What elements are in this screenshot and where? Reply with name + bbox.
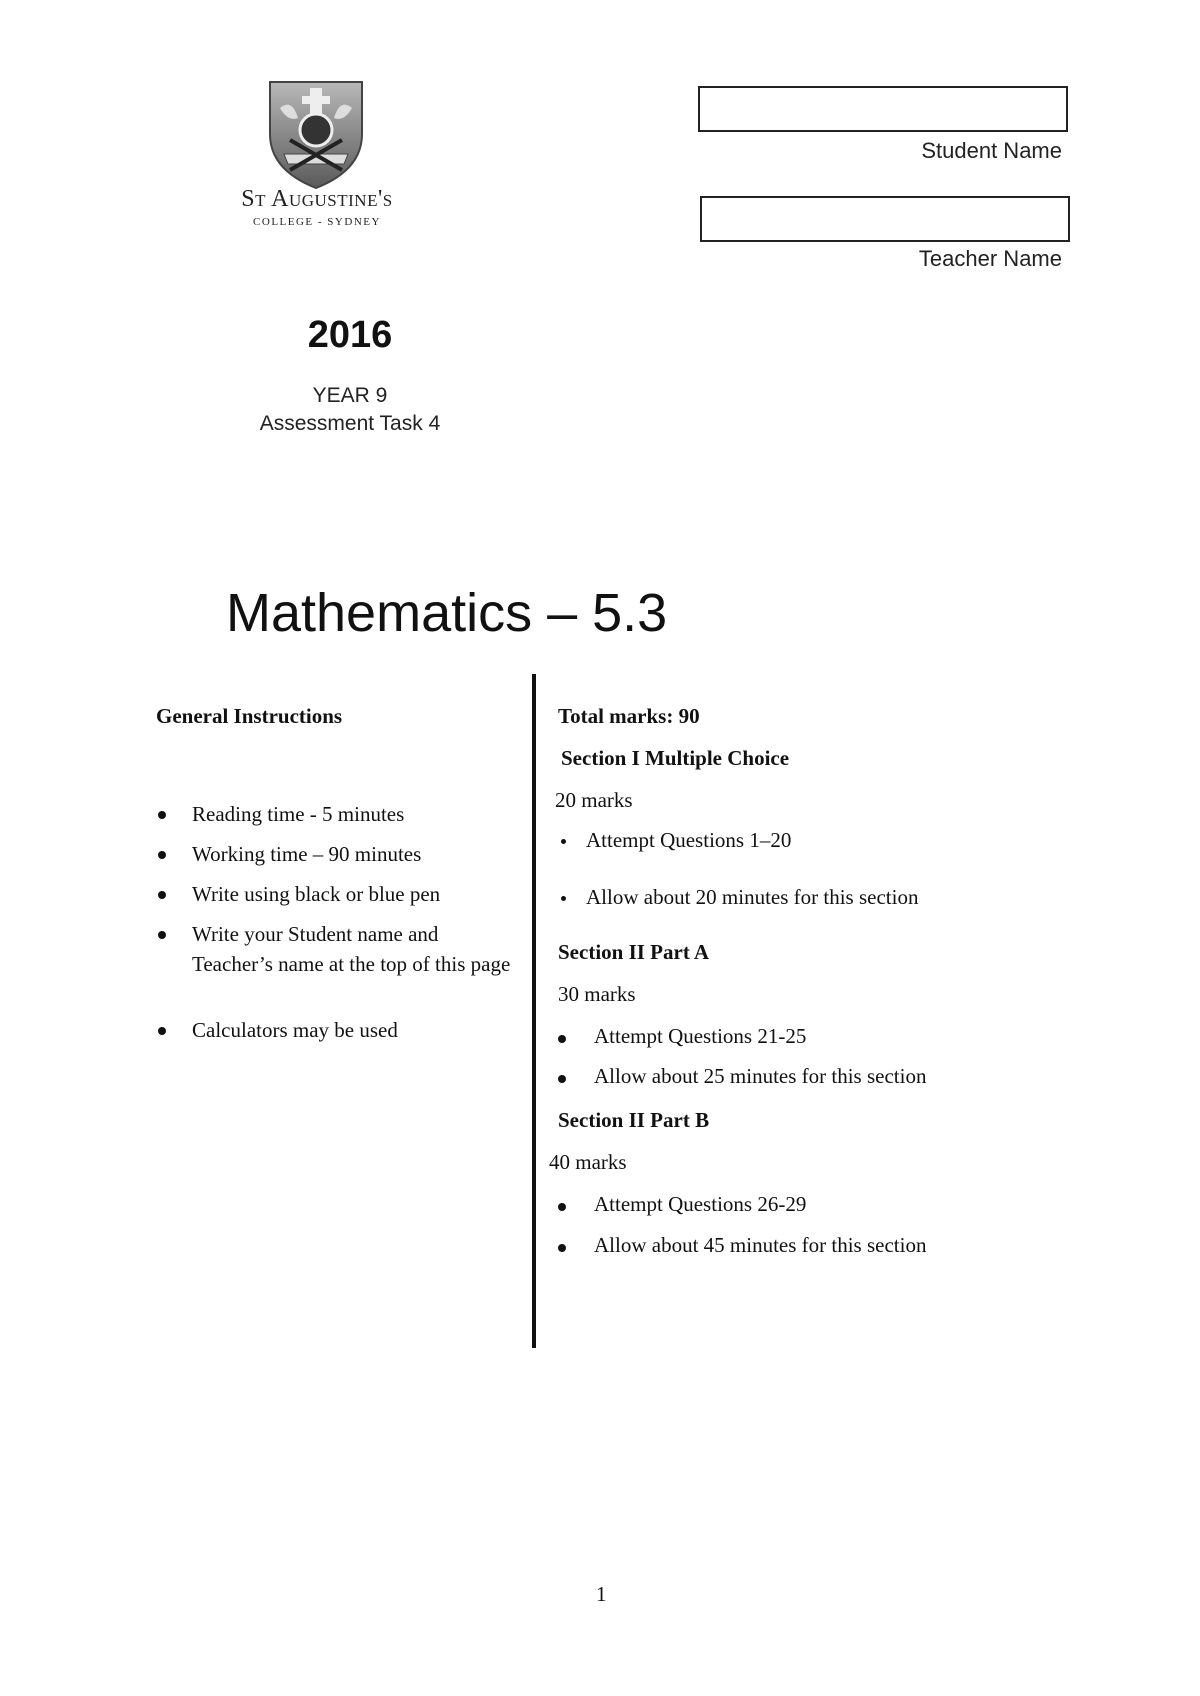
instruction-item: Write your Student name and Teacher’s name at the top of this page <box>192 922 511 976</box>
bullet-icon <box>158 1027 166 1035</box>
school-name: St Augustine's <box>241 186 393 212</box>
bullet-icon <box>558 1035 566 1043</box>
bullet-icon <box>558 1244 566 1252</box>
section-2a-marks: 30 marks <box>558 982 636 1006</box>
instruction-item: Write using black or blue pen <box>192 882 441 906</box>
section-1-title: Section I Multiple Choice <box>561 746 790 770</box>
subject-title: Mathematics – 5.3 <box>226 583 668 643</box>
section-2a-item: Attempt Questions 21-25 <box>594 1024 807 1048</box>
bullet-icon <box>558 1075 566 1083</box>
student-name-label: Student Name <box>921 138 1062 163</box>
section-1-marks: 20 marks <box>555 788 633 812</box>
exam-year: 2016 <box>307 314 393 356</box>
section-2b-item: Allow about 45 minutes for this section <box>594 1233 927 1257</box>
school-crest-icon <box>266 78 366 190</box>
section-2b-marks: 40 marks <box>549 1150 627 1174</box>
total-marks: Total marks: 90 <box>558 704 700 728</box>
school-logo <box>212 78 422 238</box>
section-2b-item: Attempt Questions 26-29 <box>594 1192 807 1216</box>
year-level: YEAR 9 <box>312 384 388 407</box>
general-instructions-heading: General Instructions <box>156 704 343 728</box>
student-name-field[interactable] <box>698 86 1068 132</box>
section-1-item: Allow about 20 minutes for this section <box>586 885 919 909</box>
section-2b-title: Section II Part B <box>558 1108 710 1132</box>
instruction-item: Calculators may be used <box>192 1018 398 1042</box>
teacher-name-field[interactable] <box>700 196 1070 242</box>
assessment-task: Assessment Task 4 <box>259 412 441 435</box>
section-1-item: Attempt Questions 1–20 <box>586 828 792 852</box>
bullet-icon <box>158 851 166 859</box>
column-divider <box>532 674 536 1348</box>
bullet-icon <box>558 1203 566 1211</box>
instruction-item: Working time – 90 minutes <box>192 842 422 866</box>
page-number: 1 <box>596 1582 607 1606</box>
bullet-icon <box>158 811 166 819</box>
bullet-icon <box>158 931 166 939</box>
instruction-item: Reading time - 5 minutes <box>192 802 405 826</box>
bullet-icon <box>158 891 166 899</box>
section-2a-title: Section II Part A <box>558 940 710 964</box>
school-subtitle: COLLEGE - SYDNEY <box>253 216 381 228</box>
bullet-icon <box>561 896 566 901</box>
bullet-icon <box>561 839 566 844</box>
section-2a-item: Allow about 25 minutes for this section <box>594 1064 927 1088</box>
teacher-name-label: Teacher Name <box>918 246 1062 271</box>
